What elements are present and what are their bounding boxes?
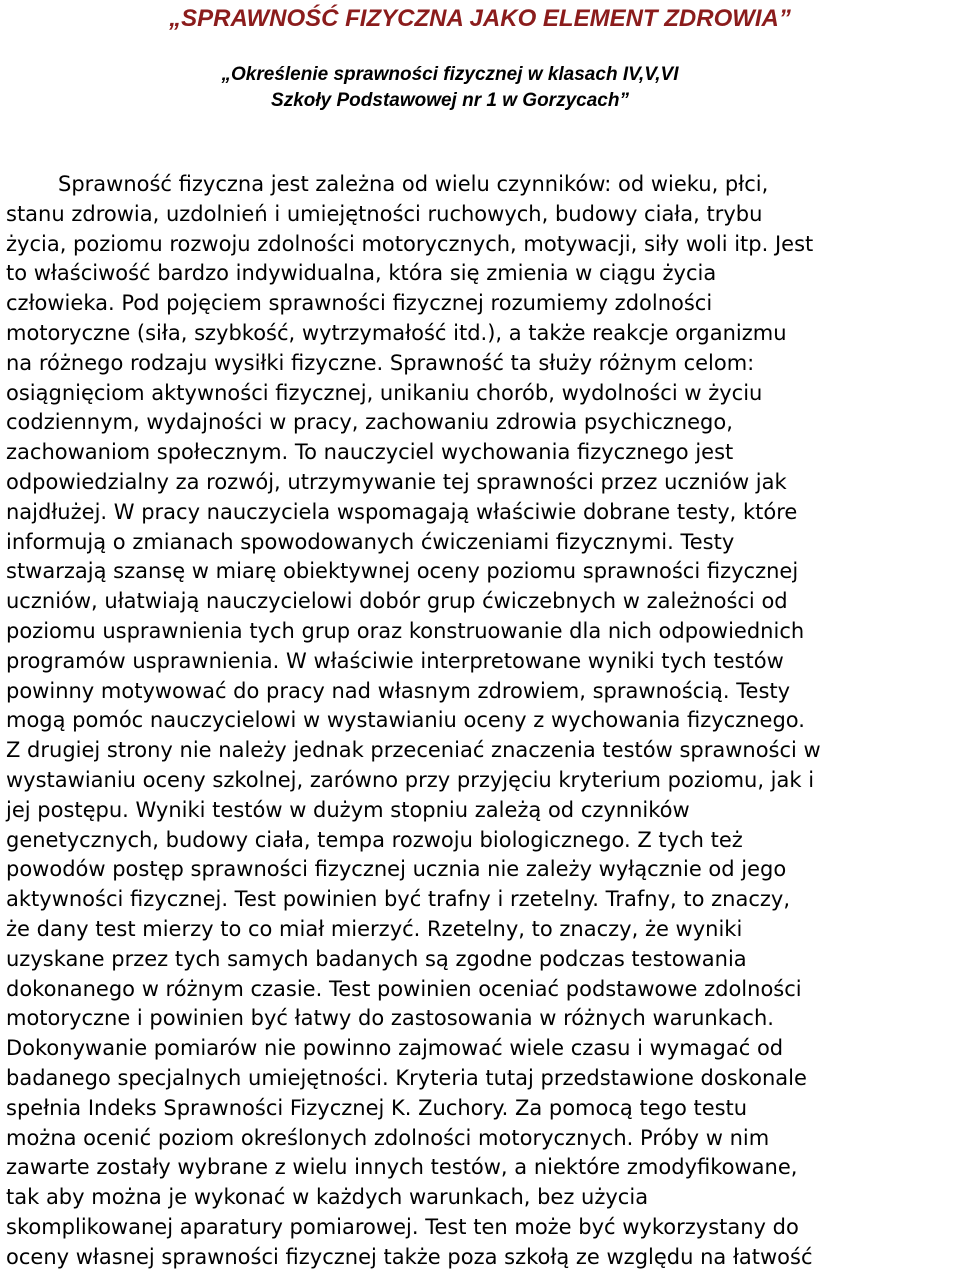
- body-line: informują o zmianach spowodowanych ćwiczeniami fizycznymi. Testy: [6, 529, 735, 554]
- body-line: że dany test mierzy to co miał mierzyć. Rzetelny, to znaczy, że wyniki: [6, 916, 743, 941]
- body-line: zawarte zostały wybrane z wielu innych testów, a niektóre zmodyfikowane,: [6, 1155, 798, 1180]
- body-line: badanego specjalnych umiejętności. Kryteria tutaj przedstawione doskonale: [6, 1065, 807, 1090]
- body-line: zachowaniom społecznym. To nauczyciel wychowania fizycznego jest: [6, 440, 734, 465]
- body-line: życia, poziomu rozwoju zdolności motorycznych, motywacji, siły woli itp. Jest: [6, 231, 814, 256]
- body-line: osiągnięciom aktywności fizycznej, unikaniu chorób, wydolności w życiu: [6, 380, 763, 405]
- body-line: Z drugiej strony nie należy jednak przeceniać znaczenia testów sprawności w: [6, 738, 821, 763]
- body-line: powodów postęp sprawności fizycznej ucznia nie zależy wyłącznie od jego: [6, 857, 787, 882]
- body-line: na różnego rodzaju wysiłki fizyczne. Sprawność ta służy różnym celom:: [6, 350, 755, 375]
- body-line: wystawianiu oceny szkolnej, zarówno przy przyjęciu kryterium poziomu, jak i: [6, 767, 815, 792]
- body-line: motoryczne (siła, szybkość, wytrzymałość itd.), a także reakcje organizmu: [6, 320, 787, 345]
- body-paragraph: [6, 170, 960, 1272]
- body-line: powinny motywować do pracy nad własnym zdrowiem, sprawnością. Testy: [6, 678, 791, 703]
- body-line: aktywności fizycznej. Test powinien być trafny i rzetelny. Trafny, to znaczy,: [6, 887, 790, 912]
- body-line: Dokonywanie pomiarów nie powinno zajmować wiele czasu i wymagać od: [6, 1036, 784, 1061]
- document-subtitle-line-2: Szkoły Podstawowej nr 1 w Gorzycach”: [271, 90, 629, 111]
- document-subtitle-line-1: „Określenie sprawności fizycznej w klasach IV,V,VI: [221, 64, 679, 85]
- body-line: poziomu usprawnienia tych grup oraz konstruowanie dla nich odpowiednich: [6, 618, 805, 643]
- body-line: to właściwość bardzo indywidualna, która się zmienia w ciągu życia: [6, 261, 717, 286]
- body-line: dokonanego w różnym czasie. Test powinien oceniać podstawowe zdolności: [6, 976, 802, 1001]
- body-line: spełnia Indeks Sprawności Fizycznej K. Zuchory. Za pomocą tego testu: [6, 1095, 748, 1120]
- body-line: mogą pomóc nauczycielowi w wystawianiu oceny z wychowania fizycznego.: [6, 708, 805, 733]
- body-line: programów usprawnienia. W właściwie interpretowane wyniki tych testów: [6, 648, 784, 673]
- body-line: Sprawność fizyczna jest zależna od wielu czynników: od wieku, płci,: [58, 172, 769, 196]
- body-line: oceny własnej sprawności fizycznej także poza szkołą ze względu na łatwość: [6, 1244, 813, 1269]
- body-line: stwarzają szansę w miarę obiektywnej oceny poziomu sprawności fizycznej: [6, 559, 799, 584]
- body-line: człowieka. Pod pojęciem sprawności fizycznej rozumiemy zdolności: [6, 291, 713, 316]
- body-line: skomplikowanej aparatury pomiarowej. Test ten może być wykorzystany do: [6, 1214, 799, 1239]
- body-line: motoryczne i powinien być łatwy do zastosowania w różnych warunkach.: [6, 1006, 774, 1031]
- body-line: stanu zdrowia, uzdolnień i umiejętności ruchowych, budowy ciała, trybu: [6, 201, 763, 226]
- body-line: uczniów, ułatwiają nauczycielowi dobór grup ćwiczebnych w zależności od: [6, 589, 788, 614]
- body-line: odpowiedzialny za rozwój, utrzymywanie tej sprawności przez uczniów jak: [6, 469, 787, 494]
- body-line: codziennym, wydajności w pracy, zachowaniu zdrowia psychicznego,: [6, 410, 733, 435]
- body-line: genetycznych, budowy ciała, tempa rozwoju biologicznego. Z tych też: [6, 827, 743, 852]
- body-line: jej postępu. Wyniki testów w dużym stopniu zależą od czynników: [6, 797, 690, 822]
- body-line: można ocenić poziom określonych zdolności motorycznych. Próby w nim: [6, 1125, 770, 1150]
- body-line: najdłużej. W pracy nauczyciela wspomagają właściwie dobrane testy, które: [6, 499, 798, 524]
- body-line: tak aby można je wykonać w każdych warunkach, bez użycia: [6, 1185, 649, 1210]
- body-line: uzyskane przez tych samych badanych są zgodne podczas testowania: [6, 946, 747, 971]
- document-title: „SPRAWNOŚĆ FIZYCZNA JAKO ELEMENT ZDROWIA”: [169, 5, 791, 32]
